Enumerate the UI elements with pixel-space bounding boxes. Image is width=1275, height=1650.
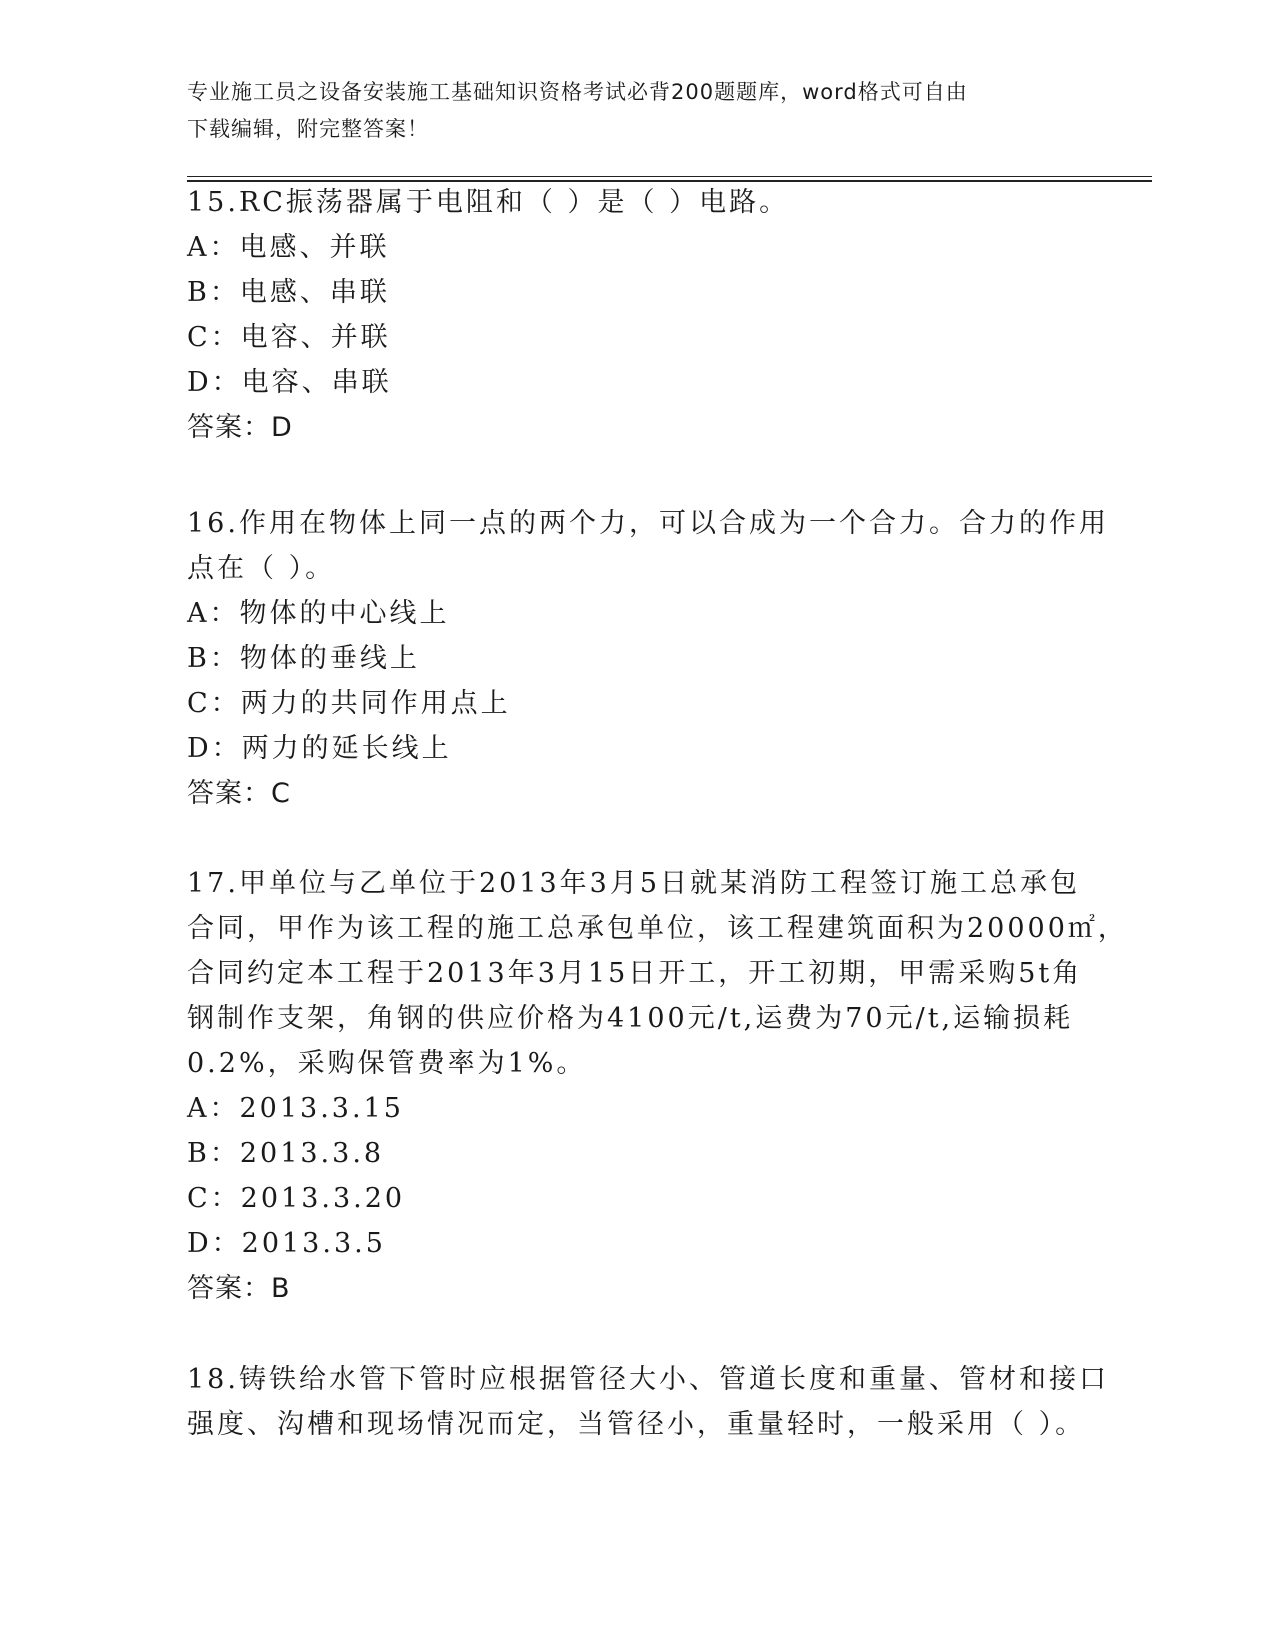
- question-stem-line: 钢制作支架，角钢的供应价格为4100元/t,运费为70元/t,运输损耗: [187, 1003, 1074, 1034]
- answer: 答案：C: [187, 778, 291, 809]
- option-c: C：2013.3.20: [187, 1183, 406, 1214]
- document-header: [187, 74, 1067, 148]
- question-stem-line: 合同约定本工程于2013年3月15日开工，开工初期，甲需采购5t角: [187, 958, 1083, 989]
- question-15: [187, 180, 1087, 450]
- question-stem-line: 16.作用在物体上同一点的两个力，可以合成为一个合力。合力的作用: [187, 508, 1109, 539]
- option-b: B：电感、串联: [187, 277, 390, 308]
- header-divider-thin: [187, 176, 1152, 177]
- option-b: B：物体的垂线上: [187, 643, 420, 674]
- option-a: A：电感、并联: [187, 232, 390, 263]
- question-stem-line: 17.甲单位与乙单位于2013年3月5日就某消防工程签订施工总承包: [187, 868, 1081, 899]
- option-a: A：2013.3.15: [187, 1093, 404, 1124]
- option-d: D：2013.3.5: [187, 1228, 386, 1259]
- option-c: C：两力的共同作用点上: [187, 688, 511, 719]
- question-16: [187, 501, 1109, 816]
- question-17: [187, 861, 1128, 1311]
- option-d: D：两力的延长线上: [187, 733, 452, 764]
- header-line-2: 下载编辑，附完整答案！: [187, 117, 429, 141]
- header-line-1: 专业施工员之设备安装施工基础知识资格考试必背200题题库，word格式可自由: [187, 80, 968, 104]
- answer: 答案：D: [187, 412, 293, 443]
- question-stem-line: 强度、沟槽和现场情况而定，当管径小，重量轻时，一般采用（ ）。: [187, 1409, 1086, 1440]
- question-18: [187, 1357, 1109, 1447]
- question-stem-line: 0.2%，采购保管费率为1%。: [187, 1048, 587, 1079]
- option-c: C：电容、并联: [187, 322, 391, 353]
- option-d: D：电容、串联: [187, 367, 392, 398]
- answer: 答案：B: [187, 1273, 291, 1304]
- question-stem-line: 合同，甲作为该工程的施工总承包单位，该工程建筑面积为20000㎡，: [187, 913, 1128, 944]
- question-stem-line: 点在（ ）。: [187, 553, 336, 584]
- option-a: A：物体的中心线上: [187, 598, 450, 629]
- option-b: B：2013.3.8: [187, 1138, 385, 1169]
- question-stem: 15.RC振荡器属于电阻和（ ）是（ ）电路。: [187, 187, 790, 218]
- question-stem-line: 18.铸铁给水管下管时应根据管径大小、管道长度和重量、管材和接口: [187, 1364, 1109, 1395]
